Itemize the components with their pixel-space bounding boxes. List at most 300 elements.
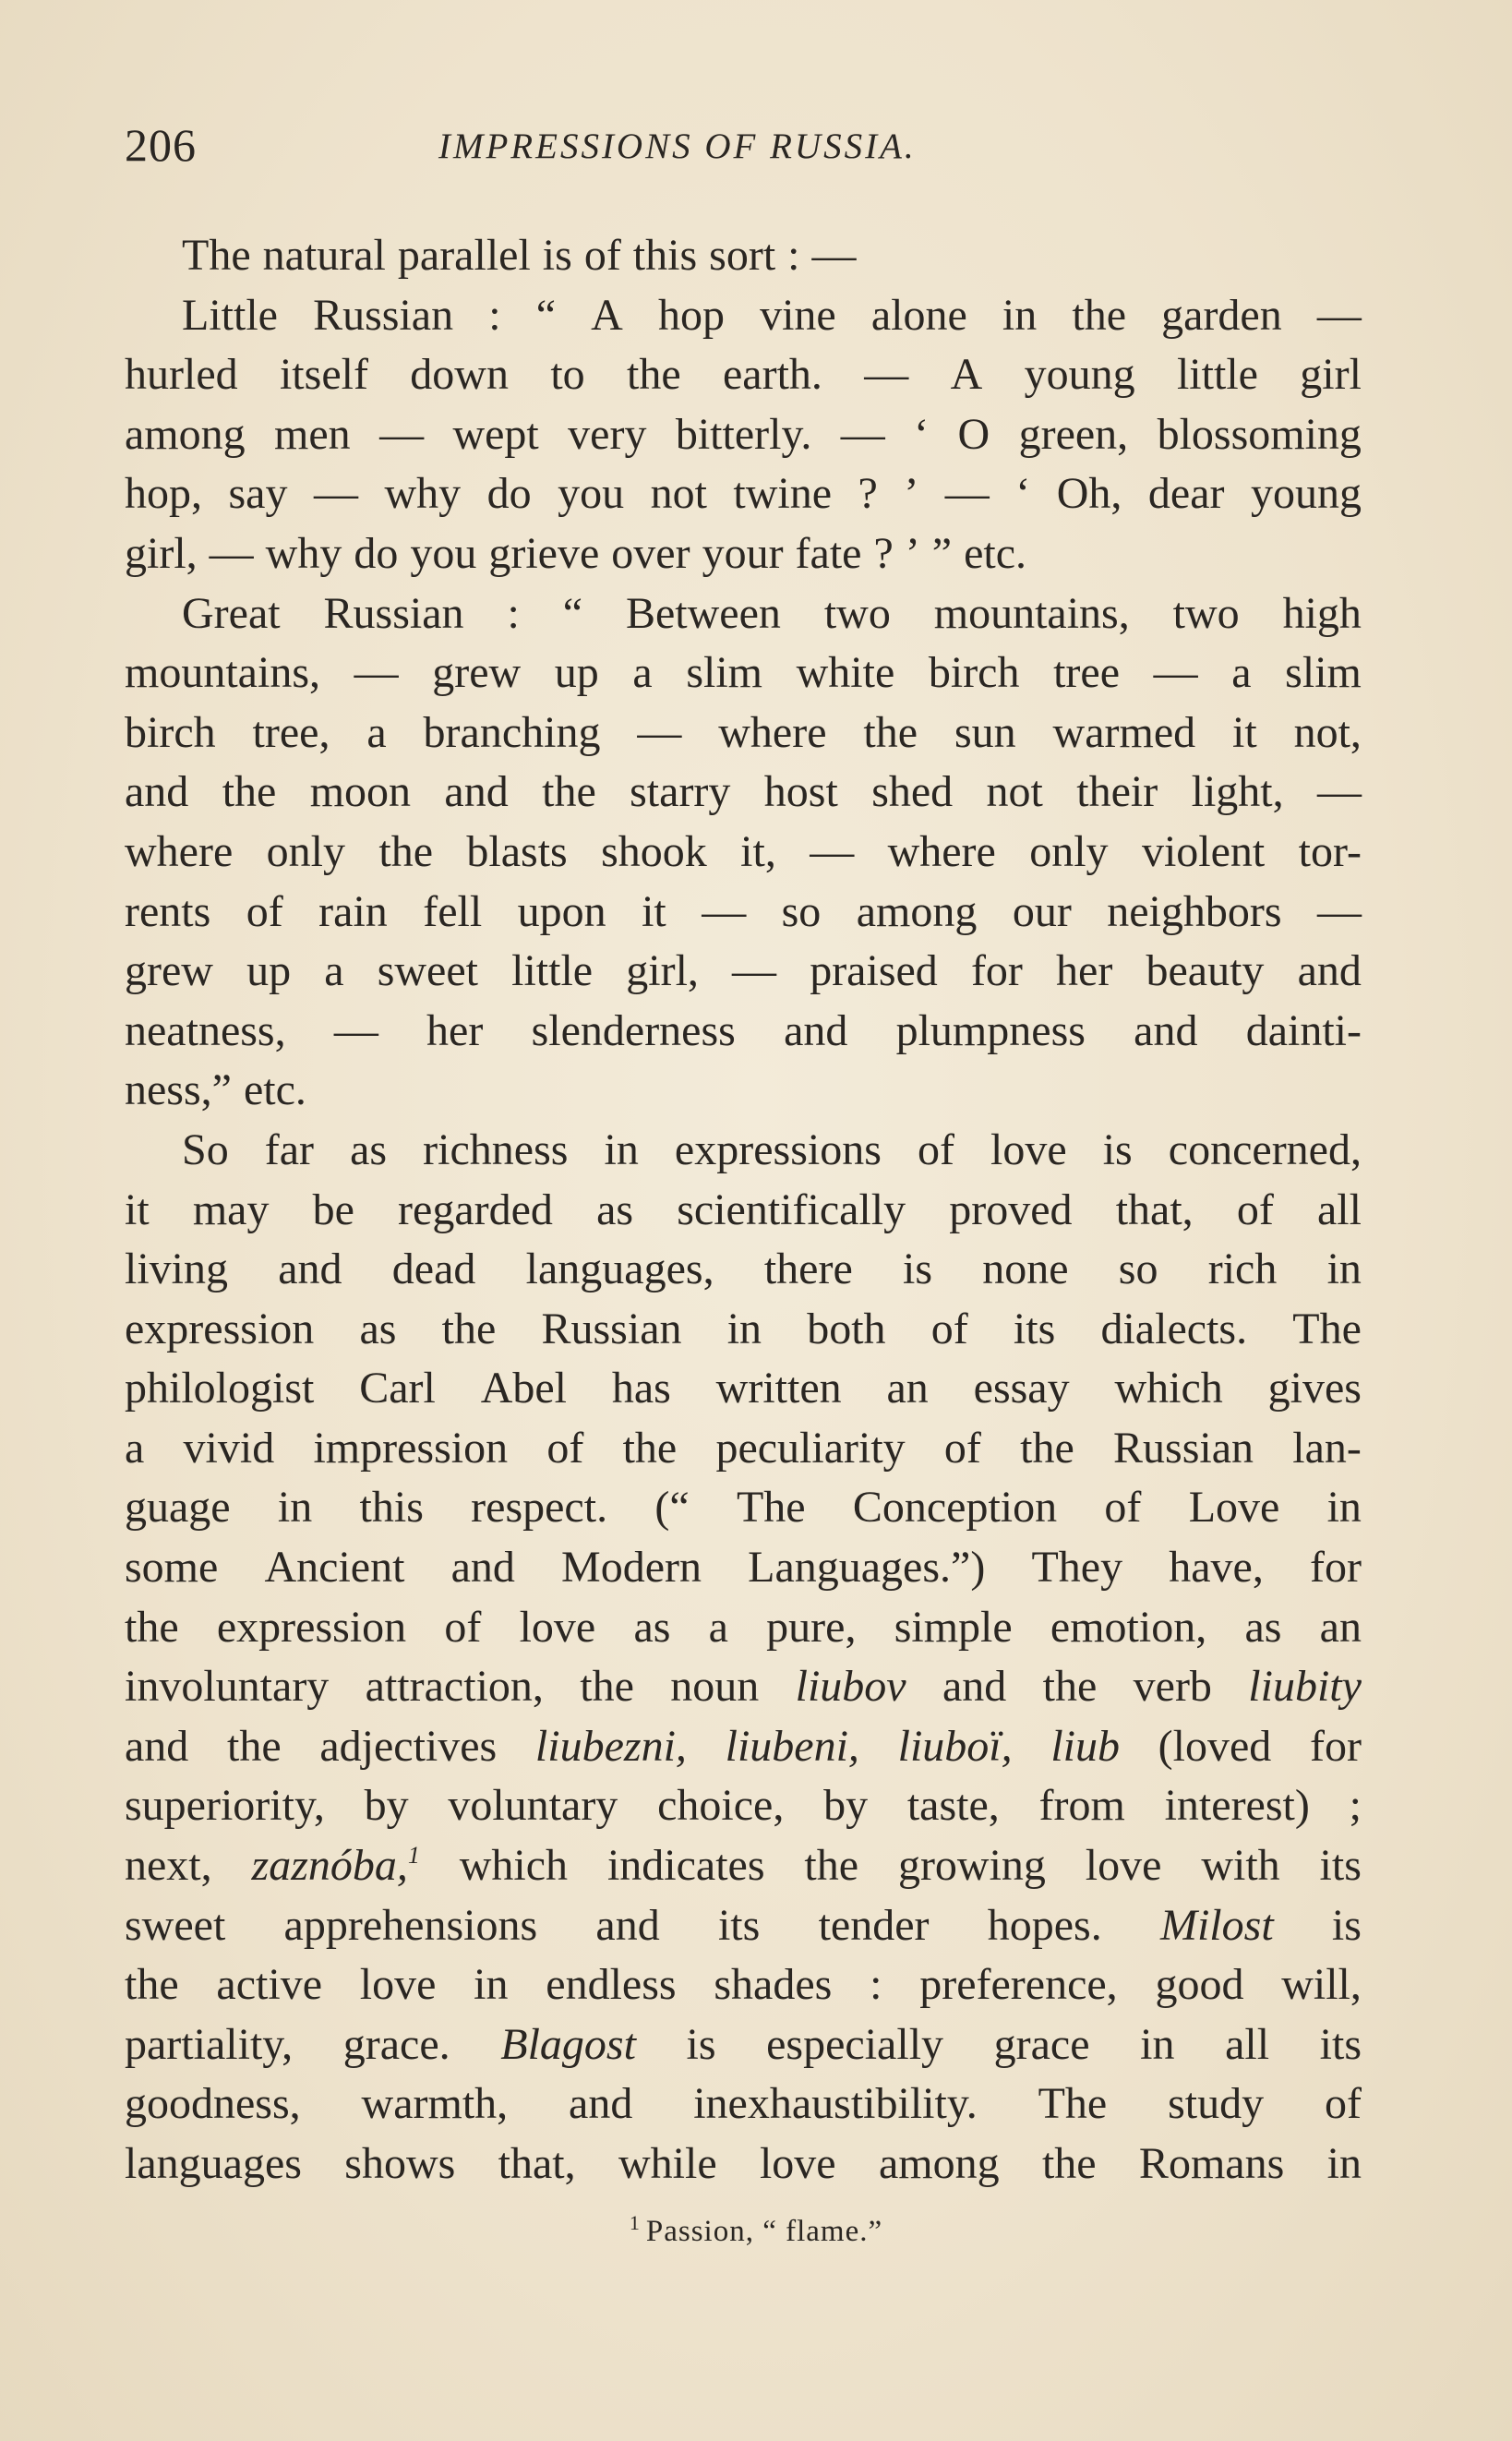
word: etc. (243, 1065, 306, 1115)
word: it, (740, 826, 776, 876)
word: not (986, 767, 1043, 817)
word: taste, (906, 1781, 1000, 1831)
word: the (222, 767, 277, 817)
word: Love (1188, 1483, 1280, 1533)
word: why (384, 469, 462, 519)
text-line (125, 524, 1362, 584)
word: tender (818, 1900, 930, 1950)
word: dear (1147, 469, 1225, 519)
text-line (125, 1657, 1362, 1717)
word: ; (1349, 1781, 1362, 1831)
word: an (1319, 1602, 1362, 1652)
word: do (486, 469, 532, 519)
word: in (1002, 290, 1038, 340)
word: dead (391, 1245, 476, 1294)
word: her (1056, 946, 1113, 996)
word: lan- (1292, 1423, 1362, 1473)
word: the (1020, 1423, 1074, 1473)
word: — (354, 648, 399, 698)
word: active (216, 1960, 322, 2010)
word: A (950, 350, 983, 400)
word: among (878, 2139, 1000, 2188)
text-line (125, 1240, 1362, 1300)
word: a (324, 946, 344, 996)
word: Modern (561, 1543, 702, 1593)
word: is (542, 231, 572, 280)
word: apprehensions (283, 1900, 538, 1950)
text-line (125, 1717, 1362, 1777)
word: — (840, 409, 885, 459)
word: inexhaustibility. (693, 2079, 978, 2129)
body-text (125, 226, 1362, 2194)
word: attraction, (365, 1662, 544, 1712)
word: as (350, 1124, 388, 1174)
word: blasts (466, 826, 568, 876)
word: ? (873, 528, 894, 578)
word: tor- (1298, 826, 1362, 876)
word: you (410, 528, 477, 578)
text-line (125, 2074, 1362, 2134)
word: very (568, 409, 647, 459)
text-line (125, 405, 1362, 465)
word: high (1282, 588, 1362, 638)
word: light, (1191, 767, 1284, 817)
word: praised (810, 946, 938, 996)
word: in (1326, 1483, 1362, 1533)
word: expression (216, 1602, 407, 1652)
text-line (125, 1598, 1362, 1658)
word: of (1236, 1184, 1274, 1234)
word: not, (1293, 707, 1362, 757)
word: the (125, 1602, 179, 1652)
word: ‘ (1015, 469, 1031, 519)
word: ” (931, 528, 953, 578)
word: of (930, 1304, 968, 1353)
word: languages, (525, 1245, 714, 1294)
word: of (1324, 2079, 1362, 2129)
word: is (1331, 1900, 1362, 1950)
word: Between (625, 588, 781, 638)
word: respect. (471, 1483, 608, 1533)
word: host (763, 767, 838, 817)
word: expression (125, 1304, 315, 1353)
word: all (1316, 1184, 1362, 1234)
word: warmth, (361, 2079, 509, 2129)
word: do (354, 528, 399, 578)
word: its (1319, 1841, 1362, 1891)
word: as (359, 1304, 397, 1353)
word: of (444, 1602, 482, 1652)
word: which (459, 1841, 569, 1891)
word: and (278, 1245, 342, 1294)
word: and (942, 1662, 1007, 1712)
word: for (970, 946, 1023, 996)
word: slim (1285, 648, 1362, 698)
word: with (1201, 1841, 1280, 1891)
text-line (125, 823, 1362, 883)
text-line (125, 1181, 1362, 1241)
word: have, (1169, 1543, 1264, 1593)
word: upon (517, 886, 606, 936)
word: — (333, 1005, 378, 1055)
text-line (125, 1896, 1362, 1956)
word: rents (125, 886, 211, 936)
word: the (1041, 2139, 1097, 2188)
word: a (708, 1602, 728, 1652)
word: simple (894, 1602, 1013, 1652)
word: especially (766, 2019, 944, 2069)
word: emotion, (1050, 1602, 1207, 1652)
word: fate (795, 528, 862, 578)
word: shed (871, 767, 954, 817)
word: of (917, 1124, 954, 1174)
word: slenderness (531, 1005, 736, 1055)
word: mountains, (125, 648, 320, 698)
word: choice, (657, 1781, 785, 1831)
word: hop, (125, 469, 202, 519)
word: the (227, 1721, 282, 1771)
word: blossoming (1157, 409, 1362, 459)
word: languages (125, 2139, 302, 2188)
word: So (182, 1124, 229, 1174)
word: warmed (1052, 707, 1196, 757)
word: over (611, 528, 690, 578)
text-line (125, 464, 1362, 524)
word: hopes. (987, 1900, 1102, 1950)
word: in (277, 1483, 313, 1533)
word: say (228, 469, 288, 519)
word: of (246, 886, 283, 936)
word: natural (262, 231, 386, 280)
word: bitterly. (675, 409, 812, 459)
word: so (1118, 1245, 1158, 1294)
word: and (444, 767, 509, 817)
word: up (554, 648, 599, 698)
word: in (474, 1960, 509, 2010)
word: our (1012, 886, 1072, 936)
word: — (379, 409, 425, 459)
word: among (856, 886, 978, 936)
word: why (265, 528, 342, 578)
word: white (796, 648, 895, 698)
text-line (125, 2134, 1362, 2194)
word: fell (423, 886, 483, 936)
word: impression (313, 1423, 509, 1473)
text-line (125, 643, 1362, 703)
word: dialects. (1100, 1304, 1248, 1353)
word: tree, (252, 707, 330, 757)
word: none (982, 1245, 1069, 1294)
word: of (943, 1423, 981, 1473)
word: the (1072, 290, 1127, 340)
word: sort (709, 231, 776, 280)
word: young (1250, 469, 1362, 519)
word: — (637, 707, 682, 757)
word: where (125, 826, 234, 876)
text-line (125, 763, 1362, 823)
word: up (246, 946, 292, 996)
text-line (125, 1002, 1362, 1062)
word: her (426, 1005, 484, 1055)
word: growing (897, 1841, 1046, 1891)
word: far (264, 1124, 315, 1174)
footnote-text: Passion, “ flame.” (645, 2215, 883, 2248)
word: a (366, 707, 387, 757)
word: living (125, 1245, 229, 1294)
word: slim (686, 648, 762, 698)
word: be (312, 1184, 354, 1234)
word: ‘ (914, 409, 930, 459)
word: for (1309, 1543, 1362, 1593)
word: : (488, 290, 501, 340)
word: essay (973, 1364, 1070, 1413)
word: Little (182, 290, 278, 340)
word: love (359, 1960, 437, 2010)
word: The (736, 1483, 806, 1533)
word: wept (452, 409, 539, 459)
word: starry (630, 767, 731, 817)
word: indicates (606, 1841, 765, 1891)
word: love (990, 1124, 1067, 1174)
text-line (125, 1478, 1362, 1538)
word: voluntary (448, 1781, 618, 1831)
text-line (125, 703, 1362, 764)
word: has (611, 1364, 671, 1413)
word: superiority, (125, 1781, 325, 1831)
word: two (1172, 588, 1240, 638)
word: ness,” (125, 1065, 232, 1115)
word: guage (125, 1483, 231, 1533)
word: where (887, 826, 996, 876)
word: grace. (342, 2019, 450, 2069)
word: an (886, 1364, 929, 1413)
word: in (726, 1304, 762, 1353)
word: of (546, 1423, 584, 1473)
word: where (718, 707, 827, 757)
text-line (125, 883, 1362, 943)
word: ’ (904, 469, 919, 519)
word: its (717, 1900, 761, 1950)
word: — (1317, 886, 1362, 936)
word: neatness, (125, 1005, 286, 1055)
word: study (1168, 2079, 1265, 2129)
word: to (550, 350, 585, 400)
word: beauty (1146, 946, 1265, 996)
word: — (1317, 767, 1362, 817)
word: a (1231, 648, 1252, 698)
word: is (1102, 1124, 1133, 1174)
word: : (787, 231, 800, 280)
word: dainti- (1245, 1005, 1362, 1055)
word: liubity (1248, 1662, 1362, 1712)
word: and (1297, 946, 1362, 996)
word: written (715, 1364, 842, 1413)
word: next, (125, 1841, 212, 1891)
word: girl, (125, 528, 198, 578)
word: both (807, 1304, 886, 1353)
word: liubov (795, 1662, 906, 1712)
text-line (125, 345, 1362, 405)
word: itself (279, 350, 368, 400)
word: little (1176, 350, 1258, 400)
word: the (580, 1662, 634, 1712)
word: grieve (488, 528, 600, 578)
text-line (125, 1538, 1362, 1598)
word: and (569, 2079, 633, 2129)
page-number: 206 (125, 119, 197, 171)
word: concerned, (1168, 1124, 1362, 1174)
text-line (125, 1061, 1362, 1121)
word: garden (1161, 290, 1282, 340)
footnote-reference: 1 (407, 1842, 420, 1870)
word: Milost (1159, 1900, 1274, 1950)
word: little (511, 946, 594, 996)
word: verb (1133, 1662, 1212, 1712)
word: its (1013, 1304, 1056, 1353)
word: gives (1267, 1364, 1362, 1413)
word: it (642, 886, 666, 936)
word: scientifically (677, 1184, 906, 1234)
word: all (1225, 2019, 1270, 2069)
word: is (686, 2019, 716, 2069)
word: and (450, 1543, 515, 1593)
word: of (1104, 1483, 1142, 1533)
word: liub (1050, 1721, 1120, 1771)
word: neighbors (1107, 886, 1282, 936)
word: and (595, 1900, 660, 1950)
word: it (125, 1184, 150, 1234)
word: rich (1207, 1245, 1278, 1294)
word: for (1309, 1721, 1362, 1771)
word: girl (1300, 350, 1362, 400)
word: Carl (359, 1364, 436, 1413)
word: (“ (654, 1483, 690, 1533)
word: of (583, 231, 621, 280)
text-line (125, 1359, 1362, 1419)
word: Russian (1113, 1423, 1254, 1473)
word: Languages.”) (748, 1543, 986, 1593)
word: love (1085, 1841, 1162, 1891)
word: preference, (919, 1960, 1118, 2010)
word: you (558, 469, 625, 519)
word: is (902, 1245, 932, 1294)
word: sweet (377, 946, 478, 996)
word: Ancient (264, 1543, 405, 1593)
word: that, (1115, 1184, 1194, 1234)
word: Romans (1138, 2139, 1285, 2188)
word: branching (423, 707, 601, 757)
word: interest) (1164, 1781, 1310, 1831)
word: a (125, 1423, 145, 1473)
word: grace (993, 2019, 1090, 2069)
word: grew (432, 648, 522, 698)
word: “ (562, 588, 583, 638)
word: ’ (905, 528, 920, 578)
word: They (1031, 1543, 1123, 1593)
word: Russian (313, 290, 454, 340)
word: liubeni, (725, 1721, 859, 1771)
word: vine (760, 290, 836, 340)
word: the (1042, 1662, 1098, 1712)
word: etc. (964, 528, 1027, 578)
word: sun (954, 707, 1016, 757)
word: only (266, 826, 345, 876)
word: that, (498, 2139, 576, 2188)
word: it (1232, 707, 1257, 757)
word: not (650, 469, 707, 519)
word: “ (535, 290, 557, 340)
word: in (604, 1124, 639, 1174)
word: Great (182, 588, 281, 638)
word: mountains, (933, 588, 1130, 638)
word: girl, (626, 946, 699, 996)
text-line (125, 2015, 1362, 2075)
text-line (125, 286, 1362, 346)
word: Russian (323, 588, 464, 638)
word: and (784, 1005, 848, 1055)
text-line (125, 1776, 1362, 1836)
word: in (1326, 2139, 1362, 2188)
word: the (622, 1423, 678, 1473)
word: — (810, 826, 855, 876)
word: may (192, 1184, 270, 1234)
word: — (1153, 648, 1198, 698)
word: liuboï, (897, 1721, 1013, 1771)
word: earth. (722, 350, 822, 400)
word: — (209, 528, 254, 578)
word: involuntary (125, 1662, 330, 1712)
word: — (732, 946, 777, 996)
word: as (596, 1184, 634, 1234)
word: — (864, 350, 909, 400)
word: among (125, 409, 246, 459)
word: grew (125, 946, 213, 996)
word: goodness, (125, 2079, 301, 2129)
word: — (702, 886, 747, 936)
word: which (1114, 1364, 1223, 1413)
word: this (632, 231, 698, 280)
word: some (125, 1543, 219, 1593)
word: A (591, 290, 623, 340)
word: men (274, 409, 351, 459)
word: the (542, 767, 596, 817)
word: expressions (674, 1124, 882, 1174)
text-line (125, 226, 1362, 286)
word: plumpness (895, 1005, 1086, 1055)
word: only (1029, 826, 1109, 876)
word: shook (601, 826, 707, 876)
word: Abel (480, 1364, 567, 1413)
word: the (863, 707, 918, 757)
word: hop (657, 290, 725, 340)
word: parallel (397, 231, 531, 280)
word: the (627, 350, 681, 400)
word: adjectives (319, 1721, 498, 1771)
word: as (633, 1602, 671, 1652)
text-line (125, 1955, 1362, 2015)
word: — (944, 469, 990, 519)
word: ? (858, 469, 878, 519)
word: endless (546, 1960, 677, 2010)
word: by (364, 1781, 409, 1831)
text-line (125, 584, 1362, 644)
word: The (1038, 2079, 1108, 2129)
word: : (507, 588, 520, 638)
word: Conception (852, 1483, 1058, 1533)
word: the (441, 1304, 497, 1353)
word: so (781, 886, 822, 936)
word: birch (125, 707, 216, 757)
